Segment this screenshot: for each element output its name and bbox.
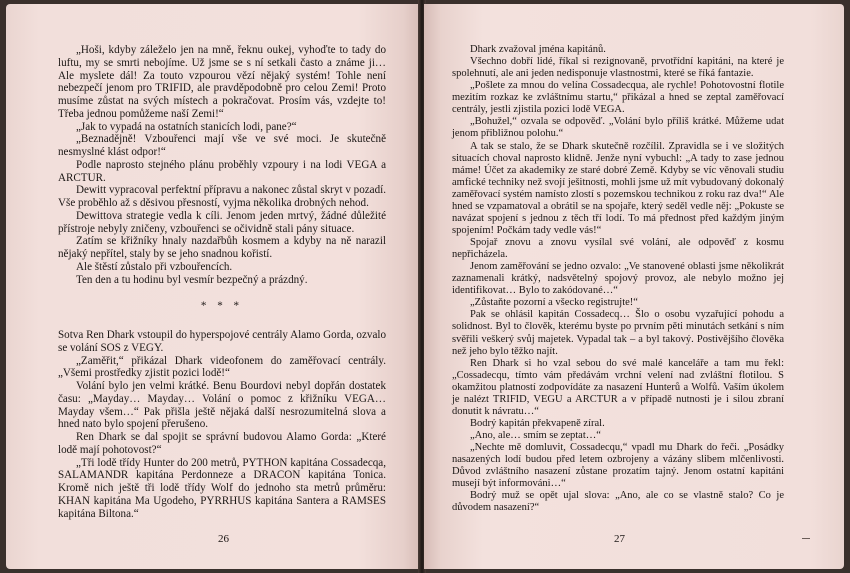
paragraph: A tak se stalo, že se Dhark skutečně rozčílil. Zpravidla se i ve složitých situacích choval naprosto klidně. Jenže nyní vybuchl: „A tady to zase jednou máme! Účet za akademiky ze staré dobré Země. Kdyby se víc věnovali studiu amfické techniky než svojí ješitnosti, mohli jsme už mít vybudovaný dokonalý zaměřovací systém namísto zlostí s pozemskou technikou z roku raz dva!“ Ale hned se vzpamatoval a obrátil se na spojaře, který seděl vedle něj: „Pokuste se navázat spojení s jednou z těch tří lodí. To má přednost před každým jiným spojením! Počkám tady vedle vás!“ bbox=[452, 140, 784, 236]
paragraph: Jenom zaměřování se jedno ozvalo: „Ve stanovené oblasti jsme několikrát zaznamenali krátký, nadsvětelný spojový provoz, ale nebylo možno jej identifikovat… Bylo to zakódované…“ bbox=[452, 261, 784, 297]
section-separator: * * * bbox=[200, 300, 244, 313]
left-page-text bbox=[58, 44, 386, 520]
paragraph: Ale štěstí zůstalo při vzbouřencích. bbox=[76, 260, 233, 273]
paragraph: „Zůstaňte pozorní a všecko registrujte!“ bbox=[470, 297, 638, 309]
paragraph: „Hoši, kdyby záleželo jen na mně, řeknu oukej, vyhoďte to tady do luftu, my se smrti nebojíme. Už jsme se s ní setkali často a známe ji… Ale myslete dál! Za touto vzpourou vězí nějaký systém! Tohle není nebezpečí jenom pro TRIFID, ale pravděpodobně pro celou Zemi! Proto musíme zůstat na svých místech a pokračovat. Prosím vás, vzdejte to! Třeba jednou pomůžeme naší Zemi!“ bbox=[58, 44, 386, 120]
paragraph: „Jak to vypadá na ostatních stanicích lodi, pane?“ bbox=[76, 120, 297, 133]
paragraph: Dewitt vypracoval perfektní přípravu a nakonec zůstal skryt v pozadí. Vše proběhlo až s děsivou přesností, vyjma několika drobných nehod. bbox=[58, 184, 386, 209]
page-number: 27 bbox=[614, 533, 625, 545]
paragraph: Sotva Ren Dhark vstoupil do hyperspojové centrály Alamo Gorda, ozvalo se volání SOS z VEGY. bbox=[58, 329, 386, 354]
paragraph: Spojař znovu a znovu vysílal své volání, ale odpověď z kosmu nepřicházela. bbox=[452, 237, 784, 261]
paragraph: Zatím se křižníky hnaly nazdařbůh kosmem a kdyby na ně narazil nějaký nepřítel, staly by se jeho snadnou kořistí. bbox=[58, 235, 386, 260]
paragraph: „Pošlete za mnou do velína Cossadecqua, ale rychle! Pohotovostní flotile mezitím rozkaz ke zvláštnímu startu,“ přikázal a hned se zeptal zaměřovací centrály, jestli zjistila pozici lodě VEGA. bbox=[452, 80, 784, 116]
page-number: 26 bbox=[218, 533, 229, 545]
paragraph: Ren Dhark si ho vzal sebou do své malé kanceláře a tam mu řekl: „Cossadecqu, tímto vám předávám vrchní velení nad zvláštní flotilou. S okamžitou platností zodpovídáte za nasazení Hunterů a Wolfů. Vaším úkolem je nalézt TRIFID, VEGU a ARCTUR a v případě nutnosti je i silou zbraní donutit k návratu…“ bbox=[452, 357, 784, 417]
left-page bbox=[6, 4, 420, 569]
paragraph: Bodrý kapitán překvapeně zíral. bbox=[470, 417, 605, 429]
paragraph: Pak se ohlásil kapitán Cossadecq… Šlo o osobu vyzařující pohodu a solidnost. Byl to člověk, kterému byste po prvním pěti minutách setkání s ním svěřili veškerý svůj majetek. Vypadal tak – a byl takový. Postivějšího člověka než jeho bylo těžko najít. bbox=[452, 309, 784, 357]
paragraph: „Bohužel,“ ozvala se odpověď. „Volání bylo příliš krátké. Můžeme udat jenom přibližnou polohu.“ bbox=[452, 116, 784, 140]
paragraph: Dewittova strategie vedla k cíli. Jenom jeden mrtvý, žádné důležité přístroje nebyly zničeny, vzbouřenci se očividně stali pány situace. bbox=[58, 209, 386, 235]
paragraph: „Ano, ale… smím se zeptat…“ bbox=[470, 430, 601, 441]
paragraph: „Tři lodě třídy Hunter do 200 metrů, PYTHON kapitána Cossadecqa, SALAMANDR kapitána Perdonneze a DRACON kapitána Tonica. Kromě nich ještě tři lodě třídy Wolf do jednoho sta metrů průměru: KHAN kapitána Ma Ugodeho, PYRRHUS kapitána Santera a RAMSES kapitána Biltona.“ bbox=[58, 456, 386, 520]
paragraph: Ren Dhark se dal spojit se správní budovou Alamo Gorda: „Které lodě mají pohotovost?“ bbox=[58, 431, 386, 456]
right-page-text bbox=[452, 44, 784, 514]
paragraph: Ten den a tu hodinu byl vesmír bezpečný a prázdný. bbox=[76, 273, 308, 286]
right-page bbox=[424, 4, 844, 569]
paragraph: „Zaměřit,“ přikázal Dhark videofonem do zaměřovací centrály. „Všemi prostředky zjistit pozici lodě!“ bbox=[58, 354, 386, 380]
paragraph: Dhark zvažoval jména kapitánů. bbox=[470, 44, 606, 55]
paragraph: Bodrý muž se opět ujal slova: „Ano, ale co se vlastně stalo? Co je důvodem nasazení?“ bbox=[452, 490, 784, 514]
paragraph: Volání bylo jen velmi krátké. Benu Bourdovi nebyl dopřán dostatek času: „Mayday… Mayday… Volání o pomoc z křižníku VEGA… Mayday všem…“ Pak přišla ještě nějaká další nesrozumitelná slova a hned nato bylo spojení přerušeno. bbox=[58, 380, 386, 431]
paragraph: „Beznadějně! Vzbouřenci mají vše ve své moci. Je skutečně nesmyslné klást odpor!“ bbox=[58, 133, 386, 158]
corner-mark bbox=[802, 538, 810, 539]
paragraph: Všechno dobří lidé, říkal si rezignovaně, prvotřídní kapitáni, na které je spolehnutí, ale ani jeden nedisponuje vlastnostmi, které se říká fantazie. bbox=[452, 56, 784, 80]
paragraph: Podle naprosto stejného plánu proběhly vzpoury i na lodi VEGA a ARCTUR. bbox=[58, 158, 386, 184]
paragraph: „Nechte mě domluvit, Cossadecqu,“ vpadl mu Dhark do řeči. „Posádky nasazených lodí budou před letem ozbrojeny a vázány slibem mlčenlivosti. Důvod zvláštního nasazení zůstane prozatím tajný. Jenom ostatní kapitáni musejí být informováni…“ bbox=[452, 442, 784, 490]
